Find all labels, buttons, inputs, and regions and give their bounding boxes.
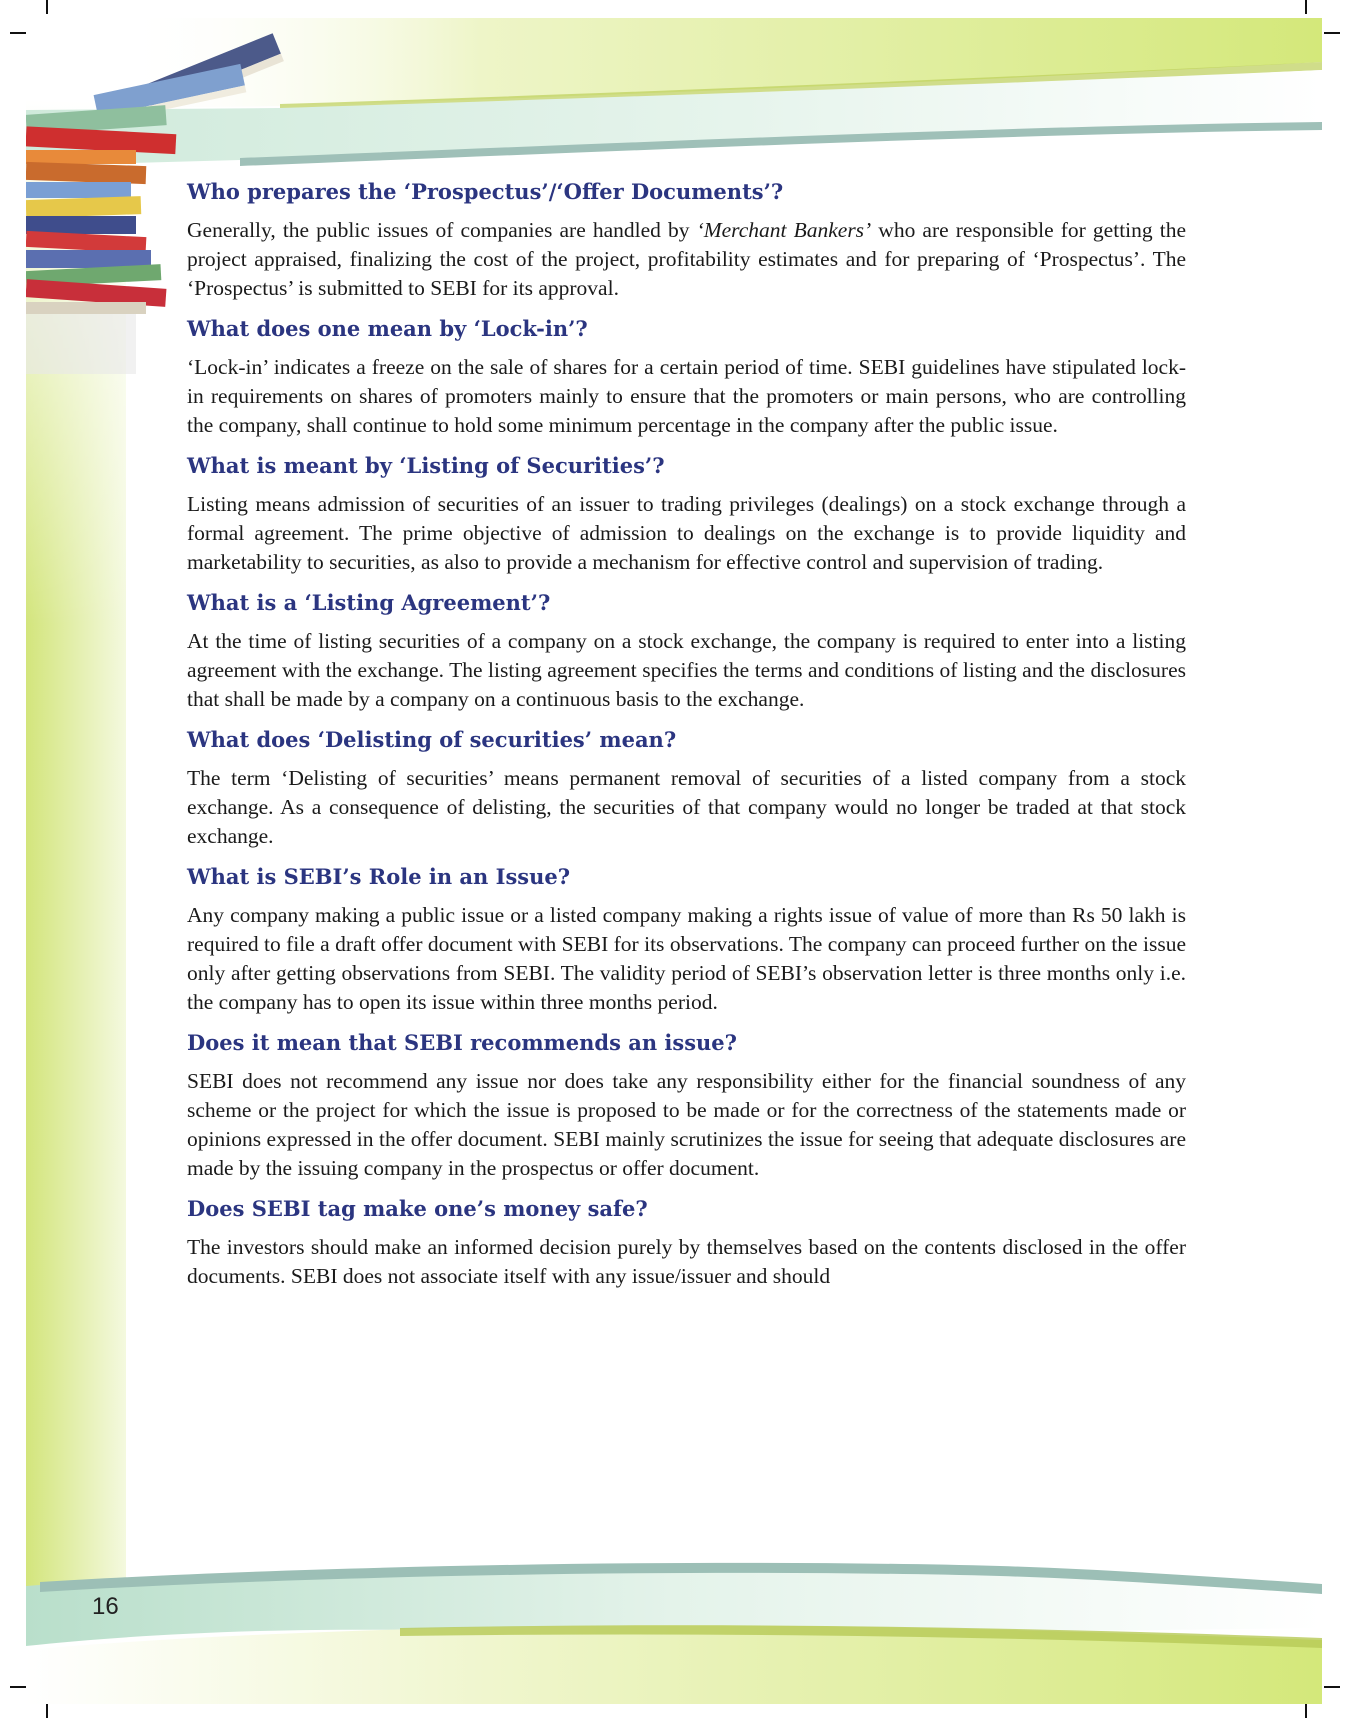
question-heading: Does SEBI tag make one’s money safe? bbox=[187, 1196, 648, 1221]
page-number: 16 bbox=[92, 1593, 119, 1620]
document-body bbox=[187, 178, 1186, 1303]
question-heading: What is meant by ‘Listing of Securities’? bbox=[187, 453, 665, 478]
answer-paragraph: Listing means admission of securities of an issuer to trading privileges (dealings) on a stock exchange through a formal agreement. The prime objective of admission to dealings on the exchange is to provide liquidity and marketability to securities, as also to provide a mechanism for effective control and supervision of trading. bbox=[187, 492, 1186, 574]
answer-paragraph: Any company making a public issue or a listed company making a rights issue of value of more than Rs 50 lakh is required to file a draft offer document with SEBI for its observations. The company can proceed further on the issue only after getting observations from SEBI. The validity period of SEBI’s observation letter is three months only i.e. the company has to open its issue within three months period. bbox=[187, 903, 1186, 1014]
answer-paragraph: SEBI does not recommend any issue nor does take any responsibility either for the financial soundness of any scheme or the project for which the issue is proposed to be made or for the correctness of the statements made or opinions expressed in the offer document. SEBI mainly scrutinizes the issue for seeing that adequate disclosures are made by the issuing company in the prospectus or offer document. bbox=[187, 1069, 1186, 1180]
question-heading: What is SEBI’s Role in an Issue? bbox=[187, 864, 571, 889]
question-heading: What does one mean by ‘Lock-in’? bbox=[187, 316, 588, 341]
answer-paragraph: Generally, the public issues of companies are handled by ‘Merchant Bankers’ who are responsible for getting the project appraised, finalizing the cost of the project, profitability estimates and for preparing of ‘Prospectus’. The ‘Prospectus’ is submitted to SEBI for its approval. bbox=[187, 218, 1186, 300]
question-heading: Does it mean that SEBI recommends an issue? bbox=[187, 1030, 737, 1055]
emphasis-text: ‘Merchant Bankers’ bbox=[696, 218, 872, 242]
answer-paragraph: ‘Lock-in’ indicates a freeze on the sale of shares for a certain period of time. SEBI guidelines have stipulated lock-in requirements on shares of promoters mainly to ensure that the promoters or main persons, who are controlling the company, shall continue to hold some minimum percentage in the company after the public issue. bbox=[187, 355, 1186, 437]
answer-paragraph: The term ‘Delisting of securities’ means permanent removal of securities of a listed company from a stock exchange. As a consequence of delisting, the securities of that company would no longer be traded at that stock exchange. bbox=[187, 766, 1186, 848]
question-heading: What is a ‘Listing Agreement’? bbox=[187, 590, 551, 615]
question-heading: Who prepares the ‘Prospectus’/‘Offer Documents’? bbox=[187, 179, 784, 204]
answer-paragraph: At the time of listing securities of a company on a stock exchange, the company is required to enter into a listing agreement with the exchange. The listing agreement specifies the terms and conditions of listing and the disclosures that shall be made by a company on a continuous basis to the exchange. bbox=[187, 629, 1186, 711]
answer-paragraph: The investors should make an informed decision purely by themselves based on the contents disclosed in the offer documents. SEBI does not associate itself with any issue/issuer and should bbox=[187, 1235, 1186, 1288]
question-heading: What does ‘Delisting of securities’ mean? bbox=[187, 727, 677, 752]
